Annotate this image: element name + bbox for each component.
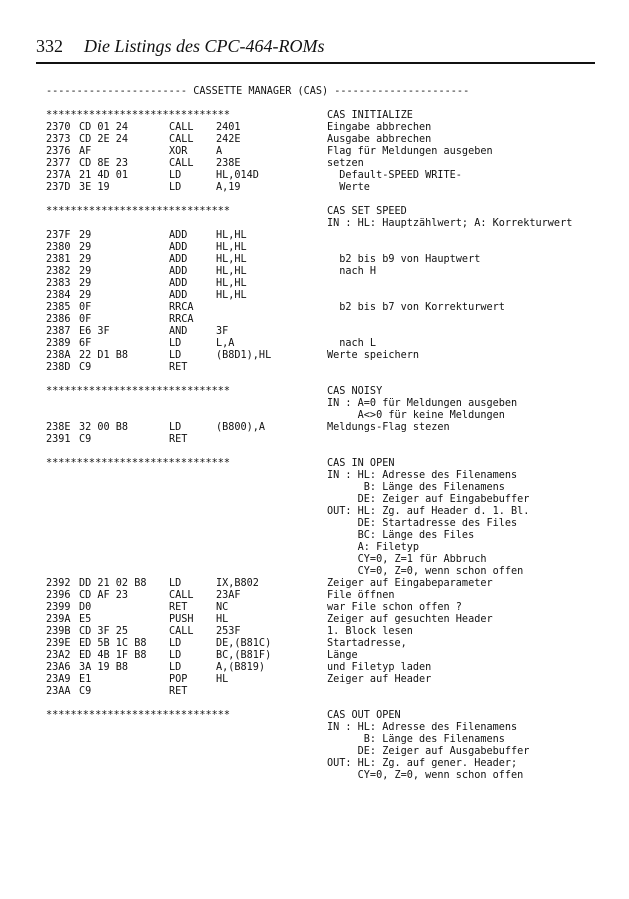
mnemonic-cell: LD	[169, 338, 182, 349]
listing-line	[46, 182, 606, 194]
comment-cell: Ausgabe abbrechen	[327, 134, 432, 145]
address-cell: 237F	[46, 230, 71, 241]
address-cell: 2381	[46, 254, 71, 265]
comment-cell: CY=0, Z=0, wenn schon offen	[327, 770, 524, 781]
mnemonic-cell: LD	[169, 350, 182, 361]
comment-cell: DE: Startadresse des Files	[327, 518, 518, 529]
comment-cell: CAS NOISY	[327, 386, 383, 397]
listing-line	[46, 242, 606, 254]
comment-cell: CY=0, Z=1 für Abbruch	[327, 554, 487, 565]
operand-cell: (B800),A	[216, 422, 266, 433]
address-cell: 2382	[46, 266, 71, 277]
mnemonic-cell: ADD	[169, 290, 188, 301]
bytes-cell: CD 2E 24	[79, 134, 129, 145]
mnemonic-cell: LD	[169, 422, 182, 433]
listing-line	[46, 662, 606, 674]
section-title: ----------------------- CASSETTE MANAGER (CAS) ----------------------	[46, 86, 470, 97]
listing-line	[46, 110, 606, 122]
bytes-cell: D0	[79, 602, 92, 613]
address-cell: 2387	[46, 326, 71, 337]
listing-line	[46, 230, 606, 242]
address-cell: ******************************	[46, 206, 231, 217]
comment-cell: Eingabe abbrechen	[327, 122, 432, 133]
operand-cell: 2401	[216, 122, 241, 133]
address-cell: 2380	[46, 242, 71, 253]
comment-cell: nach L	[327, 338, 377, 349]
comment-cell: OUT: HL: Zg. auf Header d. 1. Bl.	[327, 506, 530, 517]
operand-cell: HL,HL	[216, 266, 247, 277]
address-cell: 2373	[46, 134, 71, 145]
address-cell: 23A2	[46, 650, 71, 661]
listing-line	[46, 278, 606, 290]
operand-cell: HL	[216, 674, 229, 685]
listing-line	[46, 506, 606, 518]
listing-line	[46, 206, 606, 218]
listing-line	[46, 470, 606, 482]
address-cell: 23A9	[46, 674, 71, 685]
operand-cell: 242E	[216, 134, 241, 145]
listing-line	[46, 566, 606, 578]
operand-cell: A,19	[216, 182, 241, 193]
comment-cell: CAS OUT OPEN	[327, 710, 401, 721]
mnemonic-cell: PUSH	[169, 614, 194, 625]
operand-cell: BC,(B81F)	[216, 650, 272, 661]
listing-line	[46, 686, 606, 698]
mnemonic-cell: AND	[169, 326, 188, 337]
comment-cell: B: Länge des Filenamens	[327, 734, 505, 745]
bytes-cell: CD 3F 25	[79, 626, 129, 637]
address-cell: 238E	[46, 422, 71, 433]
bytes-cell: CD 8E 23	[79, 158, 129, 169]
comment-cell: b2 bis b7 von Korrekturwert	[327, 302, 505, 313]
comment-cell: CAS IN OPEN	[327, 458, 395, 469]
listing-line	[46, 710, 606, 722]
address-cell: ******************************	[46, 386, 231, 397]
comment-cell: war File schon offen ?	[327, 602, 462, 613]
operand-cell: (B8D1),HL	[216, 350, 272, 361]
operand-cell: 238E	[216, 158, 241, 169]
comment-cell: IN : HL: Adresse des Filenamens	[327, 470, 518, 481]
listing-line	[46, 482, 606, 494]
listing-line	[46, 146, 606, 158]
comment-cell: und Filetyp laden	[327, 662, 432, 673]
comment-cell: CAS SET SPEED	[327, 206, 407, 217]
bytes-cell: 29	[79, 266, 92, 277]
bytes-cell: 3E 19	[79, 182, 110, 193]
operand-cell: DE,(B81C)	[216, 638, 272, 649]
bytes-cell: 3A 19 B8	[79, 662, 129, 673]
comment-cell: DE: Zeiger auf Eingabebuffer	[327, 494, 530, 505]
bytes-cell: E1	[79, 674, 92, 685]
address-cell: 23AA	[46, 686, 71, 697]
listing-line	[46, 518, 606, 530]
address-cell: ******************************	[46, 710, 231, 721]
comment-cell: Länge	[327, 650, 358, 661]
page-number: 332	[36, 36, 63, 56]
bytes-cell: CD AF 23	[79, 590, 129, 601]
address-cell: 2376	[46, 146, 71, 157]
address-cell: 2383	[46, 278, 71, 289]
assembly-listing	[46, 86, 606, 782]
mnemonic-cell: LD	[169, 662, 182, 673]
bytes-cell: 0F	[79, 302, 92, 313]
listing-line	[46, 170, 606, 182]
listing-line	[46, 746, 606, 758]
bytes-cell: 6F	[79, 338, 92, 349]
listing-line	[46, 386, 606, 398]
address-cell: 239A	[46, 614, 71, 625]
listing-line	[46, 326, 606, 338]
mnemonic-cell: RET	[169, 434, 188, 445]
listing-line	[46, 614, 606, 626]
comment-cell: Startadresse,	[327, 638, 407, 649]
listing-line	[46, 362, 606, 374]
listing-line	[46, 254, 606, 266]
comment-cell: Zeiger auf gesuchten Header	[327, 614, 493, 625]
bytes-cell: 29	[79, 278, 92, 289]
listing-line	[46, 722, 606, 734]
comment-cell: Meldungs-Flag stezen	[327, 422, 450, 433]
blank-line	[46, 194, 606, 206]
listing-line	[46, 674, 606, 686]
address-cell: 2386	[46, 314, 71, 325]
address-cell: 238A	[46, 350, 71, 361]
listing-line	[46, 158, 606, 170]
mnemonic-cell: LD	[169, 170, 182, 181]
bytes-cell: 22 D1 B8	[79, 350, 129, 361]
mnemonic-cell: ADD	[169, 254, 188, 265]
comment-cell: B: Länge des Filenamens	[327, 482, 505, 493]
operand-cell: HL,014D	[216, 170, 259, 181]
address-cell: 2377	[46, 158, 71, 169]
operand-cell: L,A	[216, 338, 235, 349]
comment-cell: IN : A=0 für Meldungen ausgeben	[327, 398, 518, 409]
mnemonic-cell: CALL	[169, 590, 194, 601]
address-cell: 2392	[46, 578, 71, 589]
address-cell: 2370	[46, 122, 71, 133]
bytes-cell: ED 5B 1C B8	[79, 638, 147, 649]
listing-line	[46, 434, 606, 446]
mnemonic-cell: XOR	[169, 146, 188, 157]
address-cell: 2391	[46, 434, 71, 445]
listing-line	[46, 458, 606, 470]
comment-cell: Werte	[327, 182, 370, 193]
mnemonic-cell: CALL	[169, 134, 194, 145]
bytes-cell: 29	[79, 290, 92, 301]
blank-line	[46, 98, 606, 110]
comment-cell: 1. Block lesen	[327, 626, 413, 637]
blank-line	[46, 374, 606, 386]
mnemonic-cell: ADD	[169, 278, 188, 289]
bytes-cell: C9	[79, 686, 92, 697]
listing-line	[46, 398, 606, 410]
comment-cell: CAS INITIALIZE	[327, 110, 413, 121]
address-cell: ******************************	[46, 110, 231, 121]
address-cell: 23A6	[46, 662, 71, 673]
operand-cell: 3F	[216, 326, 229, 337]
bytes-cell: E6 3F	[79, 326, 110, 337]
comment-cell: Zeiger auf Header	[327, 674, 432, 685]
comment-cell: IN : HL: Hauptzählwert; A: Korrekturwert	[327, 218, 573, 229]
mnemonic-cell: RET	[169, 602, 188, 613]
listing-line	[46, 266, 606, 278]
listing-line	[46, 758, 606, 770]
listing-line	[46, 218, 606, 230]
operand-cell: HL,HL	[216, 290, 247, 301]
address-cell: 2399	[46, 602, 71, 613]
comment-cell: File öffnen	[327, 590, 395, 601]
listing-line	[46, 734, 606, 746]
address-cell: 2389	[46, 338, 71, 349]
comment-cell: Default-SPEED WRITE-	[327, 170, 462, 181]
operand-cell: A,(B819)	[216, 662, 266, 673]
mnemonic-cell: RET	[169, 686, 188, 697]
listing-line	[46, 350, 606, 362]
listing-line	[46, 650, 606, 662]
bytes-cell: CD 01 24	[79, 122, 129, 133]
listing-line	[46, 410, 606, 422]
bytes-cell: ED 4B 1F B8	[79, 650, 147, 661]
mnemonic-cell: CALL	[169, 122, 194, 133]
mnemonic-cell: RRCA	[169, 314, 194, 325]
operand-cell: A	[216, 146, 223, 157]
comment-cell: A: Filetyp	[327, 542, 420, 553]
address-cell: 237D	[46, 182, 71, 193]
mnemonic-cell: LD	[169, 578, 182, 589]
mnemonic-cell: CALL	[169, 158, 194, 169]
listing-line	[46, 554, 606, 566]
comment-cell: b2 bis b9 von Hauptwert	[327, 254, 481, 265]
listing-line	[46, 290, 606, 302]
listing-line	[46, 590, 606, 602]
mnemonic-cell: RET	[169, 362, 188, 373]
listing-line	[46, 638, 606, 650]
listing-line	[46, 602, 606, 614]
comment-cell: OUT: HL: Zg. auf gener. Header;	[327, 758, 518, 769]
bytes-cell: C9	[79, 362, 92, 373]
listing-line	[46, 494, 606, 506]
mnemonic-cell: LD	[169, 638, 182, 649]
bytes-cell: C9	[79, 434, 92, 445]
comment-cell: nach H	[327, 266, 377, 277]
page-header	[36, 30, 596, 66]
bytes-cell: DD 21 02 B8	[79, 578, 147, 589]
bytes-cell: 29	[79, 254, 92, 265]
comment-cell: Zeiger auf Eingabeparameter	[327, 578, 493, 589]
bytes-cell: 29	[79, 230, 92, 241]
operand-cell: IX,B802	[216, 578, 259, 589]
mnemonic-cell: ADD	[169, 266, 188, 277]
listing-line	[46, 770, 606, 782]
listing-line	[46, 338, 606, 350]
listing-line	[46, 626, 606, 638]
address-cell: 237A	[46, 170, 71, 181]
comment-cell: BC: Länge des Files	[327, 530, 475, 541]
operand-cell: HL,HL	[216, 278, 247, 289]
mnemonic-cell: ADD	[169, 242, 188, 253]
listing-line	[46, 578, 606, 590]
comment-cell: A<>0 für keine Meldungen	[327, 410, 505, 421]
mnemonic-cell: ADD	[169, 230, 188, 241]
address-cell: 2385	[46, 302, 71, 313]
listing-line	[46, 422, 606, 434]
operand-cell: NC	[216, 602, 229, 613]
listing-line	[46, 122, 606, 134]
blank-line	[46, 446, 606, 458]
bytes-cell: E5	[79, 614, 92, 625]
blank-line	[46, 698, 606, 710]
listing-line	[46, 134, 606, 146]
comment-cell: Werte speichern	[327, 350, 420, 361]
operand-cell: HL,HL	[216, 242, 247, 253]
bytes-cell: 29	[79, 242, 92, 253]
bytes-cell: 32 00 B8	[79, 422, 129, 433]
mnemonic-cell: CALL	[169, 626, 194, 637]
operand-cell: HL	[216, 614, 229, 625]
address-cell: ******************************	[46, 458, 231, 469]
mnemonic-cell: LD	[169, 650, 182, 661]
address-cell: 239E	[46, 638, 71, 649]
bytes-cell: 21 4D 01	[79, 170, 129, 181]
page-title: Die Listings des CPC-464-ROMs	[84, 36, 325, 56]
listing-line	[46, 542, 606, 554]
bytes-cell: 0F	[79, 314, 92, 325]
operand-cell: 253F	[216, 626, 241, 637]
comment-cell: Flag für Meldungen ausgeben	[327, 146, 493, 157]
bytes-cell: AF	[79, 146, 92, 157]
address-cell: 239B	[46, 626, 71, 637]
mnemonic-cell: LD	[169, 182, 182, 193]
operand-cell: HL,HL	[216, 230, 247, 241]
listing-line	[46, 530, 606, 542]
operand-cell: HL,HL	[216, 254, 247, 265]
listing-line	[46, 302, 606, 314]
listing-line	[46, 314, 606, 326]
address-cell: 2384	[46, 290, 71, 301]
address-cell: 238D	[46, 362, 71, 373]
operand-cell: 23AF	[216, 590, 241, 601]
comment-cell: setzen	[327, 158, 364, 169]
header-rule	[36, 62, 595, 64]
comment-cell: CY=0, Z=0, wenn schon offen	[327, 566, 524, 577]
address-cell: 2396	[46, 590, 71, 601]
comment-cell: DE: Zeiger auf Ausgabebuffer	[327, 746, 530, 757]
comment-cell: IN : HL: Adresse des Filenamens	[327, 722, 518, 733]
mnemonic-cell: RRCA	[169, 302, 194, 313]
mnemonic-cell: POP	[169, 674, 188, 685]
